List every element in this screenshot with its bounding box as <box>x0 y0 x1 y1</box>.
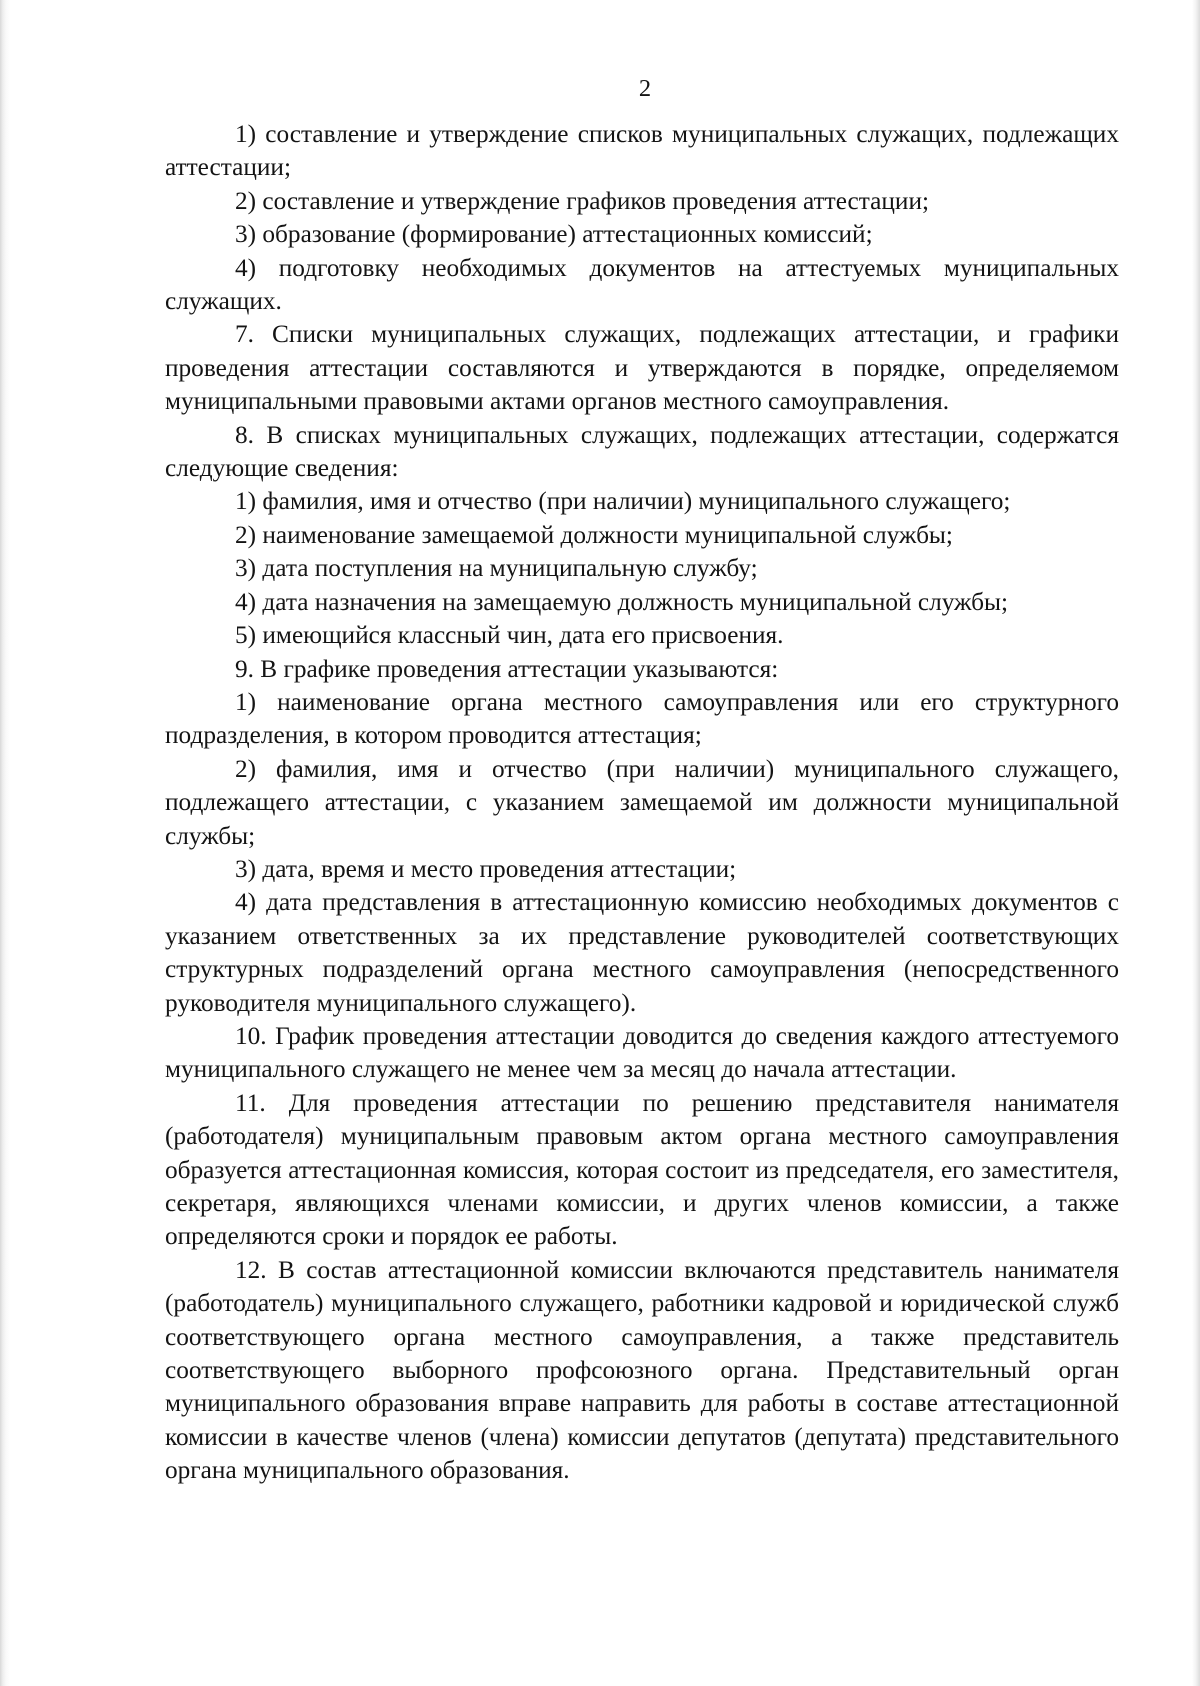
list-item-class-rank: 5) имеющийся классный чин, дата его присвоения. <box>235 621 784 650</box>
clause-11: 11. Для проведения аттестации по решению представителя нанимателя (работодателя) муниципальным правовым актом органа местного самоуправления образуется аттестационная комиссия, которая состоит из председателя, его заместителя, секретаря, являющихся членами комиссии, и других членов комиссии, а также определяются сроки и порядок ее работы. <box>165 1088 1119 1251</box>
list-item-form-commissions: 3) образование (формирование) аттестационных комиссий; <box>235 220 873 249</box>
clause-7: 7. Списки муниципальных служащих, подлежащих аттестации, и графики проведения аттестации составляются и утверждаются в порядке, определяемом муниципальными правовыми актами органов местного самоуправления. <box>165 320 1119 416</box>
page-number: 2 <box>638 75 652 102</box>
list-item-submission-date: 4) дата представления в аттестационную комиссию необходимых документов с указанием ответственных за их представление руководителей соответствующих структурных подразделений органа местного самоуправления (непосредственного руководителя муниципального служащего). <box>165 888 1119 1017</box>
clause-10: 10. График проведения аттестации доводится до сведения каждого аттестуемого муниципального служащего не менее чем за месяц до начала аттестации. <box>165 1021 1119 1084</box>
list-item-date-time-place: 3) дата, время и место проведения аттестации; <box>235 854 737 883</box>
list-item-employee-name: 2) фамилия, имя и отчество (при наличии) муниципального служащего, подлежащего аттестации, с указанием замещаемой им должности муниципальной службы; <box>165 754 1119 850</box>
list-item-full-name: 1) фамилия, имя и отчество (при наличии) муниципального служащего; <box>235 487 1011 516</box>
clause-9: 9. В графике проведения аттестации указываются: <box>235 654 779 683</box>
clause-12: 12. В состав аттестационной комиссии включаются представитель нанимателя (работодатель) муниципального служащего, работники кадровой и юридической служб соответствующего органа местного самоуправления, а также представитель соответствующего выборного профсоюзного органа. Представительный орган муниципального образования вправе направить для работы в составе аттестационной комиссии в качестве членов (члена) комиссии депутатов (депутата) представительного органа муниципального образования. <box>165 1255 1119 1485</box>
list-item-appointment-date: 4) дата назначения на замещаемую должность муниципальной службы; <box>235 587 1009 616</box>
list-item-compile-lists: 1) составление и утверждение списков муниципальных служащих, подлежащих аттестации; <box>165 120 1119 182</box>
list-item-authority-name: 1) наименование органа местного самоуправления или его структурного подразделения, в котором проводится аттестация; <box>165 687 1119 750</box>
clause-8: 8. В списках муниципальных служащих, подлежащих аттестации, содержатся следующие сведения: <box>165 420 1119 483</box>
list-item-position-name: 2) наименование замещаемой должности муниципальной службы; <box>235 520 953 549</box>
list-item-entry-date: 3) дата поступления на муниципальную службу; <box>235 554 758 583</box>
list-item-compile-schedules: 2) составление и утверждение графиков проведения аттестации; <box>235 186 930 215</box>
list-item-prepare-documents: 4) подготовку необходимых документов на аттестуемых муниципальных служащих. <box>165 253 1119 316</box>
document-body <box>165 118 1119 1488</box>
scan-edge-right <box>1192 0 1200 1686</box>
scan-edge-left <box>0 0 10 1686</box>
